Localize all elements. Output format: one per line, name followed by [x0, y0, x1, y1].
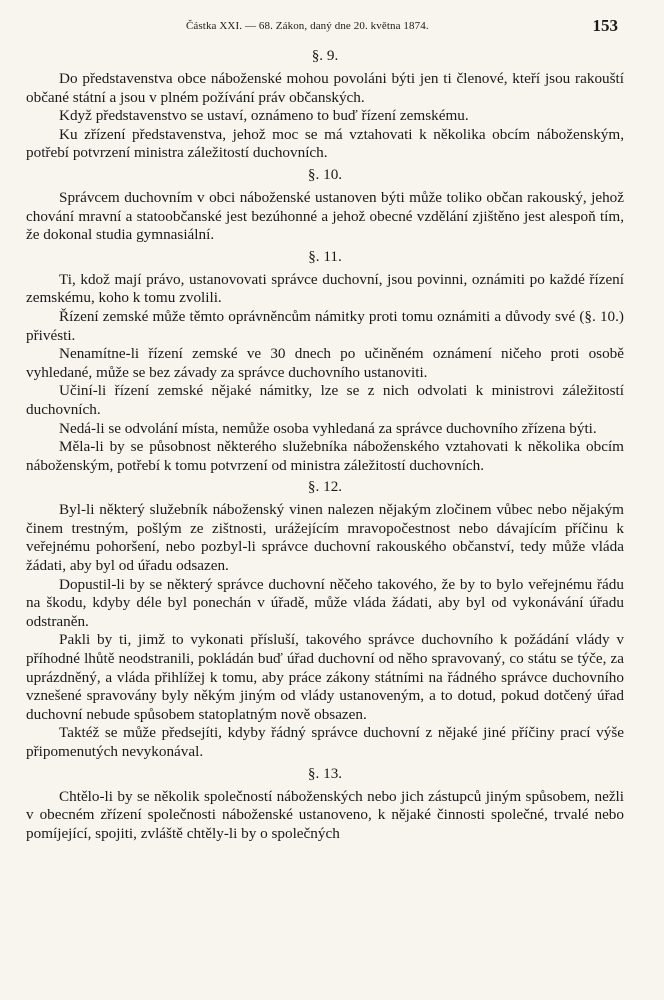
paragraph: Ti, kdož mají právo, ustanovovati správce duchovní, jsou povinni, oznámiti po každé řízení zemskému, koho k tomu zvolili. [26, 270, 624, 307]
paragraph: Dopustil-li by se některý správce duchovní něčeho takového, že by to bylo veřejnému řádu na škodu, kdyby déle byl ponechán v úřadě, může vláda žádati, aby byl od vykonávání úřadu odstraněn. [26, 575, 624, 630]
paragraph: Správcem duchovním v obci náboženské ustanoven býti může toliko občan rakouský, jehož chování mravní a statoobčanské jest bezúhonné a jehož obecné vzdělání zjištěno jest alespoň tím, že dokonal studia gymnasiální. [26, 188, 624, 244]
section-heading: §. 11. [308, 247, 342, 265]
document-body [26, 44, 624, 843]
section-heading: §. 12. [307, 478, 343, 496]
paragraph: Taktéž se může předsejíti, kdyby řádný správce duchovní z nějaké jiné příčiny prací výše připomenutých nevykonával. [26, 724, 624, 760]
running-head: Částka XXI. — 68. Zákon, daný dne 20. května 1874. [186, 20, 429, 32]
paragraph: Pakli by ti, jimž to vykonati přísluší, takového správce duchovního k požádání vlády v příhodné lhůtě neodstranili, pokládán buď úřad duchovní od něho spravovaný, co státu se týče, za uprázdněný, a vláda přihlížej k tomu, aby práce zákony státními na řádného správce duchovního vznešené spravovány byly někým jiným od vlády ustanoveným, a to dotud, pokud dotčený úřad duchovní nebude spůsobem statoplatným nově obsazen. [26, 631, 624, 723]
paragraph: Měla-li by se působnost některého služebníka náboženského vztahovati k několika obcím náboženským, potřebí k tomu potvrzení od ministra záležitostí duchovních. [26, 438, 624, 474]
paragraph: Nenamítne-li řízení zemské ve 30 dnech po učiněném oznámení ničeho proti osobě vyhledané, může se bez závady za správce duchovního ustanoviti. [26, 345, 624, 381]
paragraph: Řízení zemské může těmto oprávněncům námitky proti tomu oznámiti a důvody své (§. 10.) přivésti. [26, 307, 624, 344]
paragraph: Byl-li některý služebník náboženský vinen nalezen nějakým zločinem vůbec nebo nějakým činem trestným, pošlým ze zištnosti, urážejícím mravopočestnost nebo dávajícím příčinu k veřejnému pohoršení, nebo pozbyl-li správce duchovní rakouského občanství, tedy může vláda žádati, aby byl od úřadu odsazen. [26, 501, 624, 575]
section-heading: §. 10. [307, 165, 343, 183]
paragraph: Chtělo-li by se několik společností náboženských nebo jich zástupců jiným spůsobem, nežli v obecném zřízení společnosti náboženské ustanoveno, k nějaké činnosti společné, trvalé nebo pomíjející, spojiti, zvláště chtěly-li by o společných [26, 787, 624, 842]
paragraph: Do představenstva obce náboženské mohou povoláni býti jen ti členové, kteří jsou rakouští občané státní a jsou v plném požívání práv občanských. [26, 70, 624, 106]
page-header [0, 14, 664, 38]
paragraph: Ku zřízení představenstva, jehož moc se má vztahovati k několika obcím náboženským, potřebí potvrzení ministra záležitostí duchovních. [26, 125, 624, 162]
paragraph: Učiní-li řízení zemské nějaké námitky, lze se z nich odvolati k ministrovi záležitostí duchovních. [26, 382, 624, 418]
paragraph: Když představenstvo se ustaví, oznámeno to buď řízení zemskému. [59, 107, 469, 125]
section-heading: §. 13. [307, 764, 343, 782]
paragraph: Nedá-li se odvolání místa, nemůže osoba vyhledaná za správce duchovního zřízena býti. [59, 419, 597, 437]
section-heading: §. 9. [311, 47, 339, 64]
page-number: 153 [592, 16, 618, 35]
